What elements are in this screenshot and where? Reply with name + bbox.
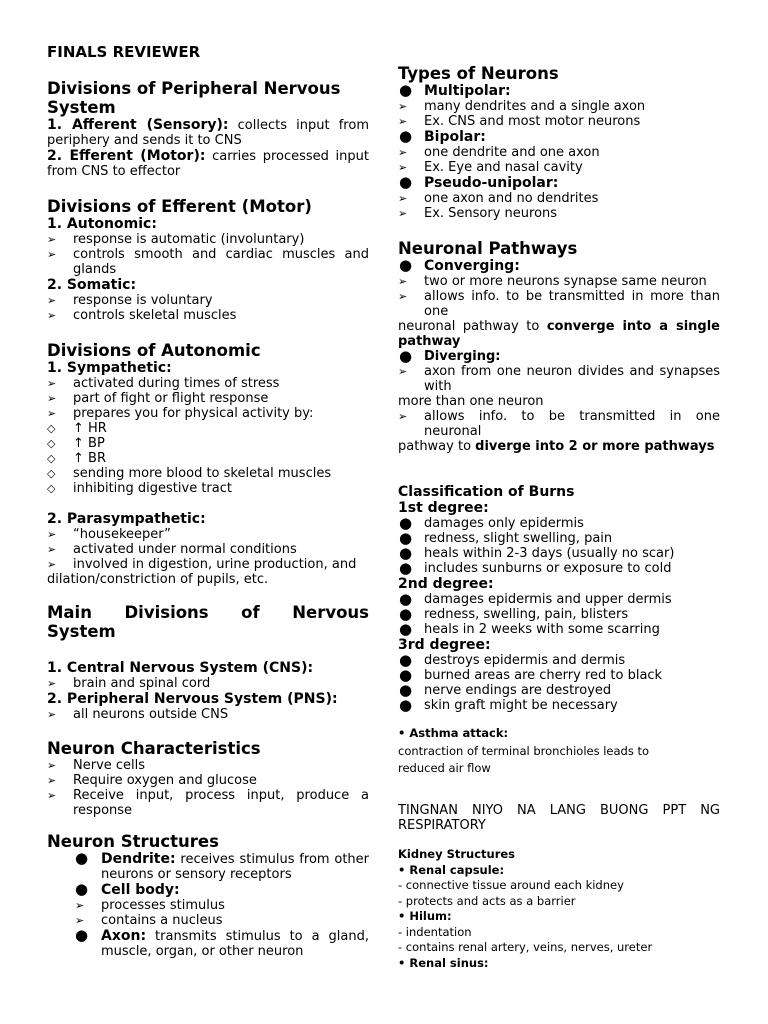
list-item: ➢ axon from one neuron divides and synapses with	[398, 364, 720, 394]
list-item: ● nerve endings are destroyed	[399, 681, 612, 699]
list-item: ◇ ↑ BP	[47, 436, 105, 451]
efferent-section	[47, 197, 369, 323]
sympathetic-label: 1. Sympathetic:	[47, 360, 172, 376]
main-divisions-section	[47, 603, 369, 722]
list-item: ➢ allows info. to be transmitted in more than one	[398, 289, 720, 319]
list-item: ◇ ↑ HR	[47, 421, 107, 436]
list-item: ➢ many dendrites and a single axon	[398, 99, 646, 114]
list-item: ➢ Ex. Eye and nasal cavity	[398, 160, 583, 175]
list-item: ● Pseudo-unipolar:	[399, 173, 559, 191]
list-item: ➢ part of fight or flight response	[47, 391, 269, 406]
types-heading: Types of Neurons	[398, 64, 559, 83]
autonomic-label: 1. Autonomic:	[47, 216, 157, 232]
types-section	[398, 64, 720, 221]
list-item: ● Multipolar:	[399, 81, 511, 99]
list-item: ● Diverging:	[399, 347, 501, 365]
list-item: ➢ brain and spinal cord	[47, 676, 211, 691]
structures-section	[47, 832, 369, 959]
hilum-label: • Hilum:	[398, 909, 452, 923]
asthma-line-2: reduced air flow	[398, 761, 491, 775]
parasympathetic-cont: dilation/constriction of pupils, etc.	[47, 572, 269, 587]
list-item: ● Cell body:	[75, 880, 180, 898]
list-item: ➢ contains a nucleus	[75, 913, 223, 928]
structures-heading: Neuron Structures	[47, 832, 219, 851]
list-item: ➢ involved in digestion, urine production, and	[47, 557, 357, 572]
diverging-cont-1: more than one neuron	[398, 394, 544, 409]
second-degree-label: 2nd degree:	[398, 576, 494, 592]
list-item: ➢ response is automatic (involuntary)	[47, 232, 305, 247]
kidney-heading: Kidney Structures	[398, 847, 516, 861]
converging-cont: neuronal pathway to converge into a single pathway	[398, 319, 720, 349]
list-item: - connective tissue around each kidney	[398, 878, 624, 892]
list-item: ● heals within 2-3 days (usually no scar)	[399, 544, 675, 562]
autonomic-heading: Divisions of Autonomic	[47, 341, 261, 360]
renal-sinus-label: • Renal sinus:	[398, 955, 489, 970]
list-item: ● destroys epidermis and dermis	[399, 651, 626, 669]
list-item: - contains renal artery, veins, nerves, ureter	[398, 940, 653, 954]
list-item: ➢ “housekeeper”	[47, 527, 171, 542]
diverging-cont-2: pathway to diverge into 2 or more pathways	[398, 439, 715, 454]
asthma-label: • Asthma attack:	[398, 726, 509, 740]
list-item: ● includes sunburns or exposure to cold	[399, 559, 672, 577]
pathways-section	[398, 239, 720, 454]
list-item: - indentation	[398, 924, 472, 939]
list-item: ● burned areas are cherry red to black	[399, 666, 663, 684]
list-item: ● Dendrite: receives stimulus from other neurons or sensory receptors	[75, 849, 369, 882]
list-item: ◇ sending more blood to skeletal muscles	[47, 466, 332, 481]
list-item: ● redness, swelling, pain, blisters	[399, 605, 629, 623]
list-item: ➢ allows info. to be transmitted in one neuronal	[398, 409, 720, 439]
list-item: ● Axon: transmits stimulus to a gland, muscle, organ, or other neuron	[75, 926, 369, 959]
main-divisions-heading-2: System	[47, 622, 116, 641]
page-title: FINALS REVIEWER	[47, 43, 201, 61]
list-item: ➢ activated under normal conditions	[47, 542, 297, 557]
burns-section	[398, 484, 720, 713]
list-item: ● skin graft might be necessary	[399, 696, 618, 714]
pathways-heading: Neuronal Pathways	[398, 239, 578, 258]
third-degree-label: 3rd degree:	[398, 637, 491, 653]
list-item: ➢ controls smooth and cardiac muscles and glands	[47, 247, 369, 277]
list-item: ➢ Ex. CNS and most motor neurons	[398, 114, 641, 129]
list-item: ● Converging:	[399, 256, 520, 274]
somatic-label: 2. Somatic:	[47, 277, 137, 293]
renal-capsule-label: • Renal capsule:	[398, 862, 505, 877]
asthma-section	[398, 726, 720, 777]
pns-section	[47, 79, 369, 179]
efferent-def: 2. Efferent (Motor): carries processed input from CNS to effector	[47, 148, 369, 179]
autonomic-section	[47, 341, 369, 587]
list-item: ➢ prepares you for physical activity by:	[47, 406, 314, 421]
list-item: ◇ inhibiting digestive tract	[47, 481, 232, 496]
pns-label: 2. Peripheral Nervous System (PNS):	[47, 691, 338, 707]
list-item: ● damages only epidermis	[399, 514, 584, 532]
list-item: ➢ activated during times of stress	[47, 376, 280, 391]
burns-heading: Classification of Burns	[398, 484, 575, 500]
list-item: ● redness, slight swelling, pain	[399, 529, 613, 547]
list-item: ➢ Receive input, process input, produce a response	[47, 788, 369, 818]
characteristics-section	[47, 739, 369, 818]
first-degree-label: 1st degree:	[398, 500, 489, 516]
pns-heading: Divisions of Peripheral Nervous System	[47, 79, 341, 117]
parasympathetic-label: 2. Parasympathetic:	[47, 511, 206, 527]
list-item: ● heals in 2 weeks with some scarring	[399, 620, 660, 638]
list-item: ➢ one dendrite and one axon	[398, 145, 600, 160]
list-item: ➢ one axon and no dendrites	[398, 191, 599, 206]
list-item: ➢ response is voluntary	[47, 293, 213, 308]
list-item: ➢ Ex. Sensory neurons	[398, 206, 558, 221]
respiratory-note: TINGNAN NIYO NA LANG BUONG PPT NG RESPIRATORY	[398, 803, 720, 833]
list-item: ➢ processes stimulus	[75, 898, 225, 913]
asthma-line-1: contraction of terminal bronchioles leads to	[398, 743, 650, 758]
list-item: ➢ controls skeletal muscles	[47, 308, 237, 323]
list-item: ➢ Nerve cells	[47, 758, 146, 773]
characteristics-heading: Neuron Characteristics	[47, 739, 261, 758]
list-item: ● Bipolar:	[399, 127, 486, 145]
list-item: ● damages epidermis and upper dermis	[399, 590, 672, 608]
main-divisions-heading-1: Main Divisions of Nervous	[47, 603, 369, 622]
list-item: ◇ ↑ BR	[47, 451, 106, 466]
list-item: ➢ two or more neurons synapse same neuron	[398, 274, 707, 289]
list-item: ➢ all neurons outside CNS	[47, 707, 229, 722]
efferent-heading: Divisions of Efferent (Motor)	[47, 197, 312, 216]
cns-label: 1. Central Nervous System (CNS):	[47, 660, 314, 676]
list-item: - protects and acts as a barrier	[398, 893, 576, 908]
afferent-def: 1. Afferent (Sensory): collects input from periphery and sends it to CNS	[47, 117, 369, 148]
kidney-section	[398, 847, 720, 971]
list-item: ➢ Require oxygen and glucose	[47, 773, 257, 788]
